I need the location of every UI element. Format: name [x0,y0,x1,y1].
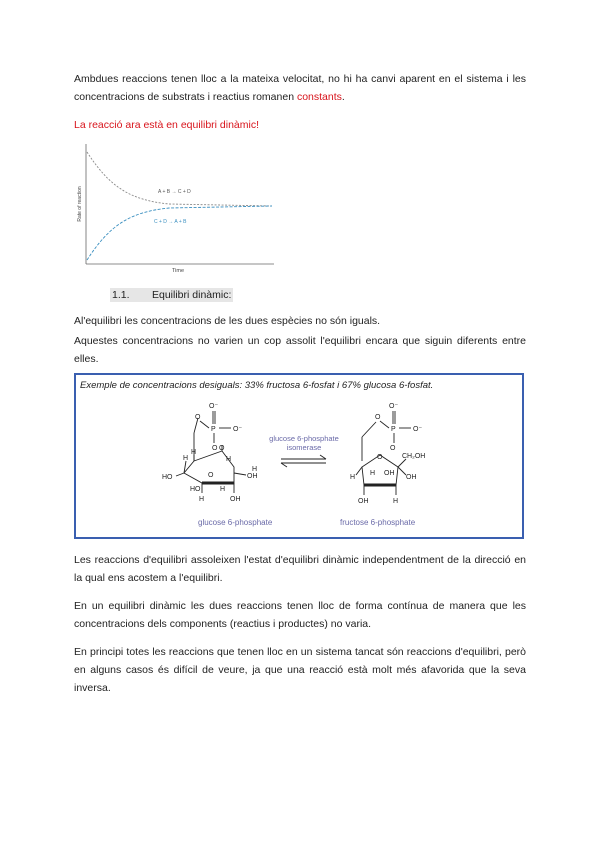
phosphorus-label: P [211,426,216,433]
dynamic-equilibrium-statement: La reacció ara està en equilibri dinàmic! [74,119,260,131]
section-heading [110,288,233,302]
oxygen-label: O [212,445,218,452]
o-minus-label: O⁻ [389,403,399,410]
highlight-constants: constants [296,91,342,103]
enzyme-name-line2: isomerase [286,443,322,452]
hydrogen-label: H [252,466,258,473]
glucose-name-label: glucose 6-phosphate [198,518,273,527]
hydrogen-label: H [191,449,197,456]
section-number: 1.1. [110,288,150,302]
isomerization-diagram [76,375,526,541]
glucose-6-phosphate-structure [176,411,246,493]
hydroxyl-label: OH [406,474,417,481]
section-title: Equilibri dinàmic: [152,289,232,301]
paragraph-text: Ambdues reaccions tenen lloc a la mateixa velocitat, no hi ha canvi aparent en el sistema i les concentracions de substrats i reactius romanen [74,73,526,103]
fructose-labels [350,403,425,505]
ring-oxygen-label: O [219,445,225,452]
hydroxyl-label: OH [230,496,241,503]
hydrogen-label: H [370,470,376,477]
equilibrium-arrows [281,455,326,467]
oxygen-label: O [208,472,214,479]
hydroxymethyl-label: CH₂OH [402,453,426,460]
ring-oxygen-label: O [377,454,383,461]
paragraph-direction-independence: Les reaccions d'equilibri assoleixen l'estat d'equilibri dinàmic independentment de la direcció en la qual ens acostem a l'equilibri. [74,554,526,584]
paragraph-unequal-concentrations: Al'equilibri les concentracions de les dues espècies no són iguals. [74,315,381,327]
x-axis-label: Time [171,268,185,274]
rate-time-graph [74,140,282,276]
paragraph-continuous-reactions: En un equilibri dinàmic les dues reaccions tenen lloc de forma contínua de manera que les concentracions dels components (reactius i productes) no varia. [74,600,526,630]
forward-reaction-label: A + B → C + D [158,189,191,195]
paragraph-closed-system: En principi totes les reaccions que tenen lloc en un sistema tancat són reaccions d'equilibri, però en alguns casos és difícil de veure, ja que una reacció està molt més afavorida que la seva inversa. [74,646,526,694]
oxygen-label: O [375,414,381,421]
oxygen-label: O [390,445,396,452]
hydroxyl-label: HO [190,486,201,493]
o-minus-label: O⁻ [233,426,243,433]
o-minus-label: O⁻ [413,426,423,433]
hydrogen-label: H [226,456,232,463]
paragraph-text-end: . [341,91,345,103]
hydroxyl-label: OH [358,498,369,505]
enzyme-name-line1: glucose 6-phosphate [269,434,339,443]
forward-rate-curve [87,152,272,206]
hydroxyl-label: OH [247,473,258,480]
hydrogen-label: H [350,474,356,481]
reverse-reaction-label: C + D → A + B [154,219,187,225]
hydroxyl-label: HO [162,474,173,481]
reverse-rate-curve [87,206,272,260]
oxygen-label: O [195,414,201,421]
hydrogen-label: H [199,496,205,503]
hydrogen-label: H [393,498,399,505]
hydroxyl-label: OH [384,470,395,477]
fructose-name-label: fructose 6-phosphate [340,518,416,527]
glucose-labels [162,403,258,503]
example-box [74,373,524,539]
y-axis-label: Rate of reaction [77,186,83,222]
phosphorus-label: P [391,426,396,433]
paragraph-equal-rates [74,70,526,106]
example-caption: Exemple de concentracions desiguals: 33% fructosa 6-fosfat i 67% glucosa 6-fosfat. [80,380,434,391]
o-minus-label: O⁻ [209,403,219,410]
hydrogen-label: H [220,486,226,493]
paragraph-constant-concentrations: Aquestes concentracions no varien un cop assolit l'equilibri encara que siguin diferents entre elles. [74,335,526,365]
hydrogen-label: H [183,455,189,462]
